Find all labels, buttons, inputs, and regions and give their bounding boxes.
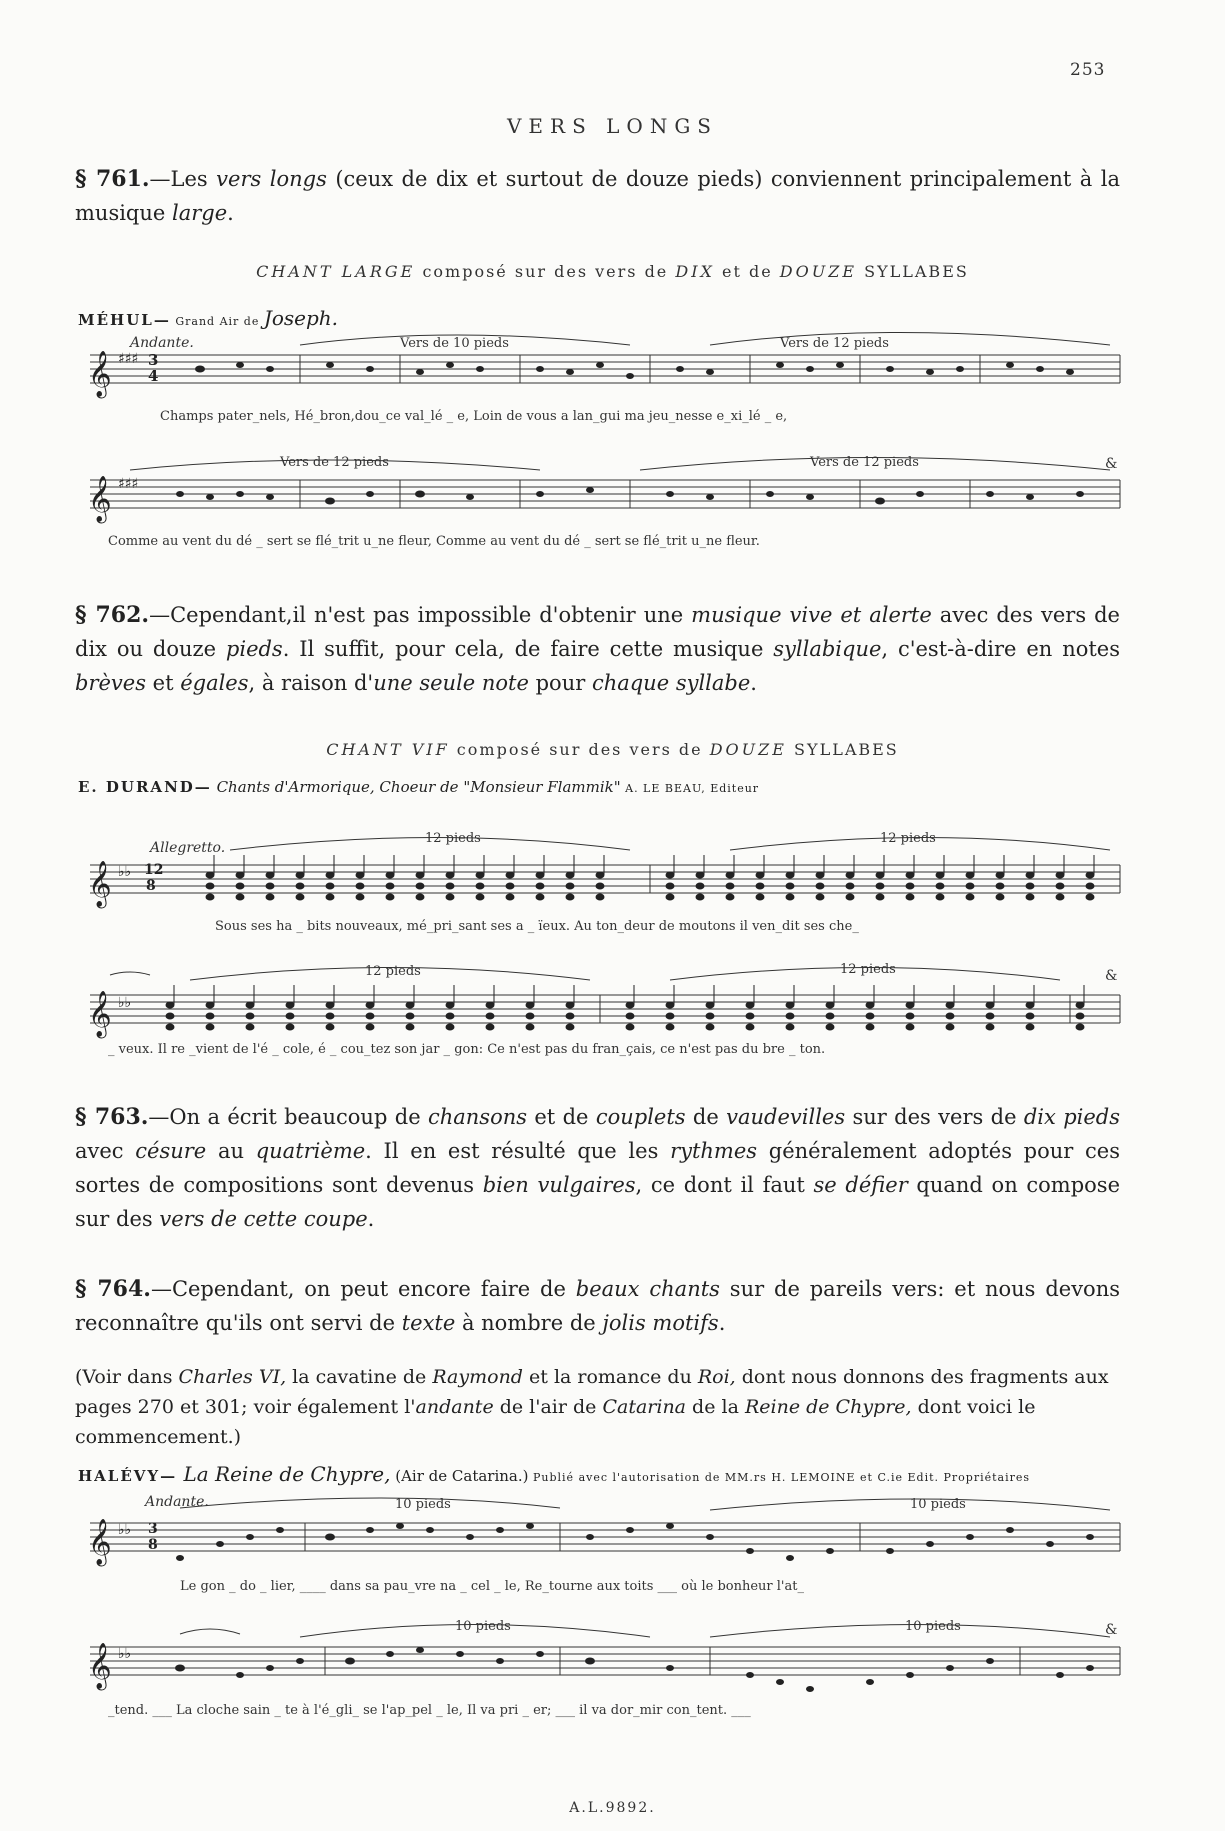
tempo-marking: Andante. <box>130 335 194 351</box>
music-staff <box>70 1488 1130 1598</box>
music-staff <box>70 820 1130 935</box>
emphasis: brèves <box>75 671 146 695</box>
text: —Cependant,il n'est pas impossible d'obtenir une <box>149 603 692 627</box>
plate-number: A.L.9892. <box>569 1800 656 1816</box>
emphasis: césure <box>135 1139 207 1163</box>
publisher: A. LE BEAU, Editeur <box>620 782 760 795</box>
emphasis: texte <box>401 1311 456 1335</box>
text: pour <box>528 671 592 695</box>
emphasis: se défier <box>813 1173 908 1197</box>
caption-text: SYLLABES <box>786 740 899 759</box>
svg-text:♭♭: ♭♭ <box>118 995 132 1011</box>
text: avec des vers de dix ou douze <box>75 603 1120 661</box>
work-title: Joseph. <box>263 306 339 330</box>
svg-text:8: 8 <box>146 878 156 894</box>
lyrics-line: _tend. ___ La cloche sain _ te à l'é_gli_ se l'ap_pel _ le, Il va pri _ er; ___ il va dor_mir con_tent. ___ <box>108 1703 751 1718</box>
section-number: § 762. <box>75 602 150 628</box>
example-credit-3 <box>78 1462 1030 1486</box>
caption-italic: CHANT VIF <box>326 740 450 759</box>
text: de l'air de <box>493 1396 603 1418</box>
emphasis: musique vive et alerte <box>691 603 932 627</box>
text: généralement adoptés pour ces sortes de compositions sont devenus <box>75 1139 1121 1197</box>
vers-label: 12 pieds <box>365 964 421 979</box>
caption-text: et de <box>714 262 780 281</box>
emphasis: chaque syllabe <box>591 671 751 695</box>
emphasis: large <box>172 201 228 225</box>
music-staff <box>70 450 1130 555</box>
caption-text: composé sur des vers de <box>415 262 676 281</box>
tempo-marking: Allegretto. <box>150 840 226 856</box>
text: (ceux de dix et surtout de douze pieds) conviennent principalement à la musique <box>75 167 1121 225</box>
emphasis: couplets <box>595 1105 686 1129</box>
music-staff <box>70 955 1130 1060</box>
treble-clef-icon: 𝄞 <box>88 351 112 397</box>
svg-text:8: 8 <box>148 1537 158 1553</box>
work-title: Chants d'Armorique, Choeur de "Monsieur Flammik" <box>211 778 621 796</box>
caption-italic: DIX <box>675 262 715 281</box>
text: (Voir dans <box>75 1366 179 1388</box>
text: . Il suffit, pour cela, de faire cette musique <box>282 637 774 661</box>
tempo-marking: Andante. <box>145 1494 209 1510</box>
emphasis: syllabique <box>773 637 882 661</box>
text: , c'est-à-dire en notes <box>881 637 1121 661</box>
text: de <box>685 1105 727 1129</box>
vers-label: 12 pieds <box>425 831 481 846</box>
caption-text: SYLLABES <box>857 262 969 281</box>
caption-italic: CHANT LARGE <box>256 262 416 281</box>
paragraph-762 <box>75 598 1120 700</box>
caption-italic: DOUZE <box>779 262 858 281</box>
svg-text:4: 4 <box>148 367 159 385</box>
svg-text:&: & <box>1105 456 1118 472</box>
emphasis: une seule note <box>373 671 529 695</box>
music-staff <box>70 325 1130 430</box>
vers-label: Vers de 10 pieds <box>400 336 509 351</box>
text: et de <box>527 1105 596 1129</box>
emphasis: beaux chants <box>575 1277 720 1301</box>
emphasis: vaudevilles <box>726 1105 846 1129</box>
emphasis: égales <box>180 671 249 695</box>
vers-label: 10 pieds <box>905 1619 961 1634</box>
text: dont nous donnons des fragments aux pages 270 et 301; voir également l' <box>75 1366 1109 1418</box>
composer: MÉHUL— <box>78 311 171 329</box>
lyrics-line: Le gon _ do _ lier, ____ dans sa pau_vre na _ cel _ le, Re_tourne aux toits ___ où le bonheur l'at_ <box>180 1579 804 1594</box>
paragraph-763 <box>75 1100 1120 1236</box>
lyrics-line: Sous ses ha _ bits nouveaux, mé_pri_sant ses a _ ïeux. Au ton_deur de moutons il ven_dit ses che_ <box>215 919 859 934</box>
example-caption-1 <box>0 262 1225 281</box>
emphasis: Roi, <box>697 1366 736 1388</box>
example-caption-2 <box>0 740 1225 759</box>
section-number: § 763. <box>75 1104 149 1130</box>
svg-text:♯♯♯: ♯♯♯ <box>118 351 139 367</box>
vers-label: 12 pieds <box>880 831 936 846</box>
treble-clef-icon: 𝄞 <box>88 991 112 1037</box>
text: , à raison d' <box>248 671 374 695</box>
treble-clef-icon: 𝄞 <box>88 861 112 907</box>
vers-label: 10 pieds <box>455 1619 511 1634</box>
emphasis: bien vulgaires <box>482 1173 636 1197</box>
paragraph-764 <box>75 1272 1120 1340</box>
lyrics-line: _ veux. Il re _vient de l'é _ cole, é _ cou_tez son jar _ gon: Ce n'est pas du fran_çais, ce n'est pas du bre _ ton. <box>108 1042 826 1057</box>
treble-clef-icon: 𝄞 <box>88 1643 112 1689</box>
emphasis: Raymond <box>432 1366 523 1388</box>
section-number: § 764. <box>75 1276 151 1302</box>
emphasis: Reine de Chypre, <box>744 1396 912 1418</box>
text: dont voici le commencement.) <box>75 1396 1036 1448</box>
treble-clef-icon: 𝄞 <box>88 1519 112 1565</box>
text: au <box>206 1139 256 1163</box>
text: —Les <box>149 167 217 191</box>
emphasis: Charles VI, <box>178 1366 287 1388</box>
reference-note <box>75 1362 1120 1452</box>
composer: E. DURAND— <box>78 778 212 796</box>
vers-label: 10 pieds <box>910 1497 966 1512</box>
text: quand on compose sur des <box>75 1173 1121 1231</box>
text: sur des vers de <box>845 1105 1024 1129</box>
svg-text:3: 3 <box>148 351 159 369</box>
paragraph-761 <box>75 162 1120 230</box>
text: avec <box>75 1139 136 1163</box>
emphasis: vers de cette coupe <box>159 1207 368 1231</box>
work-prefix: Grand Air de <box>170 315 264 328</box>
text: la cavatine de <box>286 1366 433 1388</box>
text: . <box>750 671 757 695</box>
text: sur de pareils vers: et nous devons reconnaître qu'ils ont servi de <box>75 1277 1121 1335</box>
svg-text:♭♭: ♭♭ <box>118 1646 132 1662</box>
lyrics-line: Comme au vent du dé _ sert se flé_trit u_ne fleur, Comme au vent du dé _ sert se flé_trit u_ne fleur. <box>108 534 760 549</box>
vers-label: Vers de 12 pieds <box>810 455 919 470</box>
svg-text:♭♭: ♭♭ <box>118 1522 132 1538</box>
emphasis: jolis motifs <box>602 1311 719 1335</box>
work-title: La Reine de Chypre, <box>177 1462 391 1486</box>
work-subtitle: (Air de Catarina.) <box>390 1467 529 1485</box>
svg-text:♭♭: ♭♭ <box>118 864 132 880</box>
emphasis: Catarina <box>602 1396 687 1418</box>
emphasis: andante <box>415 1396 494 1418</box>
vers-label: Vers de 12 pieds <box>280 455 389 470</box>
composer: HALÉVY— <box>78 1467 178 1485</box>
emphasis: dix pieds <box>1023 1105 1121 1129</box>
emphasis: rythmes <box>670 1139 758 1163</box>
section-heading: VERS LONGS <box>506 114 718 138</box>
text: . <box>367 1207 375 1231</box>
text: —On a écrit beaucoup de <box>148 1105 428 1129</box>
text: et <box>145 671 181 695</box>
svg-text:&: & <box>1105 968 1118 984</box>
emphasis: chansons <box>427 1105 528 1129</box>
page-number: 253 <box>1070 60 1106 80</box>
svg-text:12: 12 <box>144 862 164 878</box>
text: , ce dont il faut <box>635 1173 814 1197</box>
svg-text:3: 3 <box>148 1521 158 1537</box>
text: . Il en est résulté que les <box>365 1139 671 1163</box>
emphasis: vers longs <box>216 167 327 191</box>
text: —Cependant, on peut encore faire de <box>150 1277 576 1301</box>
music-staff <box>70 1612 1130 1722</box>
vers-label: 10 pieds <box>395 1497 451 1512</box>
treble-clef-icon: 𝄞 <box>88 476 112 522</box>
text: . <box>227 201 234 225</box>
lyrics-line: Champs pater_nels, Hé_bron,dou_ce val_lé _ e, Loin de vous a lan_gui ma jeu_nesse e_xi_lé _ e, <box>160 409 788 424</box>
text: à nombre de <box>455 1311 603 1335</box>
emphasis: pieds <box>225 637 283 661</box>
svg-text:&: & <box>1105 1622 1118 1638</box>
caption-text: composé sur des vers de <box>449 740 710 759</box>
section-number: § 761. <box>75 166 150 192</box>
vers-label: 12 pieds <box>840 962 896 977</box>
text: . <box>718 1311 726 1335</box>
text: de la <box>686 1396 745 1418</box>
example-credit-2 <box>78 778 759 796</box>
publisher: Publié avec l'autorisation de MM.rs H. LEMOINE et C.ie Edit. Propriétaires <box>528 1471 1031 1484</box>
svg-text:♯♯♯: ♯♯♯ <box>118 476 139 492</box>
vers-label: Vers de 12 pieds <box>780 336 889 351</box>
text: et la romance du <box>522 1366 698 1388</box>
caption-italic: DOUZE <box>709 740 787 759</box>
emphasis: quatrième <box>255 1139 366 1163</box>
